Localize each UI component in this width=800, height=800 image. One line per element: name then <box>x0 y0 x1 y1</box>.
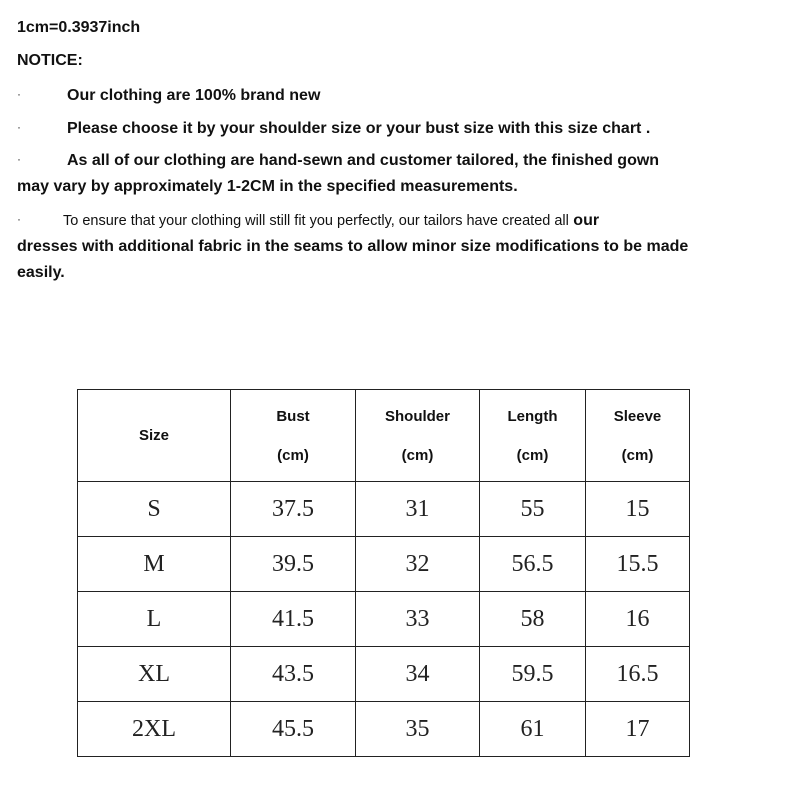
header-unit: (cm) <box>401 446 434 464</box>
cell-length: 56.5 <box>480 537 586 592</box>
bullet-dot: · <box>17 212 21 226</box>
header-bust <box>231 390 356 482</box>
header-length <box>480 390 586 482</box>
table-row <box>78 702 690 757</box>
size-chart-table <box>77 389 690 757</box>
cell-bust: 41.5 <box>231 592 356 647</box>
cell-size: M <box>78 537 231 592</box>
cell-size: XL <box>78 647 231 702</box>
cell-size: L <box>78 592 231 647</box>
notice-item <box>17 208 737 286</box>
notice-item <box>17 116 737 142</box>
header-unit: (cm) <box>621 446 654 464</box>
table-row <box>78 482 690 537</box>
notice-item <box>17 148 737 200</box>
cell-shoulder: 33 <box>356 592 480 647</box>
header-size <box>78 390 231 482</box>
notice-text-continued: may vary by approximately 1-2CM in the specified measurements. <box>17 178 518 195</box>
header-label: Sleeve <box>613 407 662 425</box>
notice-text-line <box>17 208 737 234</box>
cell-bust: 43.5 <box>231 647 356 702</box>
cell-length: 61 <box>480 702 586 757</box>
cell-bust: 37.5 <box>231 482 356 537</box>
cell-shoulder: 35 <box>356 702 480 757</box>
notice-text: As all of our clothing are hand-sewn and customer tailored, the finished gown <box>67 152 660 169</box>
cell-length: 59.5 <box>480 647 586 702</box>
header-unit: (cm) <box>277 446 309 464</box>
notice-text-continued: dresses with additional fabric in the seams to allow minor size modifications to be made easily. <box>17 238 689 281</box>
header-shoulder <box>356 390 480 482</box>
header-unit: (cm) <box>516 446 549 464</box>
cell-bust: 45.5 <box>231 702 356 757</box>
table-header-row <box>78 390 690 482</box>
unit-conversion-note: 1cm=0.3937inch <box>17 19 141 36</box>
cell-sleeve: 15 <box>586 482 690 537</box>
cell-size: 2XL <box>78 702 231 757</box>
header-sleeve <box>586 390 690 482</box>
notice-title: NOTICE: <box>17 52 83 69</box>
cell-sleeve: 17 <box>586 702 690 757</box>
cell-shoulder: 32 <box>356 537 480 592</box>
notice-text: Please choose it by your shoulder size or your bust size with this size chart . <box>67 120 651 137</box>
notice-item <box>17 83 737 109</box>
notice-text: To ensure that your clothing will still fit you perfectly, our tailors have created all <box>63 213 569 229</box>
table-row <box>78 647 690 702</box>
cell-sleeve: 16 <box>586 592 690 647</box>
cell-sleeve: 16.5 <box>586 647 690 702</box>
cell-bust: 39.5 <box>231 537 356 592</box>
bullet-dot: · <box>17 120 21 134</box>
cell-shoulder: 31 <box>356 482 480 537</box>
table-row <box>78 537 690 592</box>
header-label: Shoulder <box>384 407 450 425</box>
cell-shoulder: 34 <box>356 647 480 702</box>
notice-text-tail: our <box>568 212 600 229</box>
table-row <box>78 592 690 647</box>
cell-size: S <box>78 482 231 537</box>
cell-length: 55 <box>480 482 586 537</box>
header-label: Size <box>138 427 169 444</box>
bullet-dot: · <box>17 152 21 166</box>
notice-text: Our clothing are 100% brand new <box>67 87 321 104</box>
cell-sleeve: 15.5 <box>586 537 690 592</box>
header-label: Bust <box>276 407 310 425</box>
cell-length: 58 <box>480 592 586 647</box>
bullet-dot: · <box>17 87 21 101</box>
header-label: Length <box>507 407 558 425</box>
